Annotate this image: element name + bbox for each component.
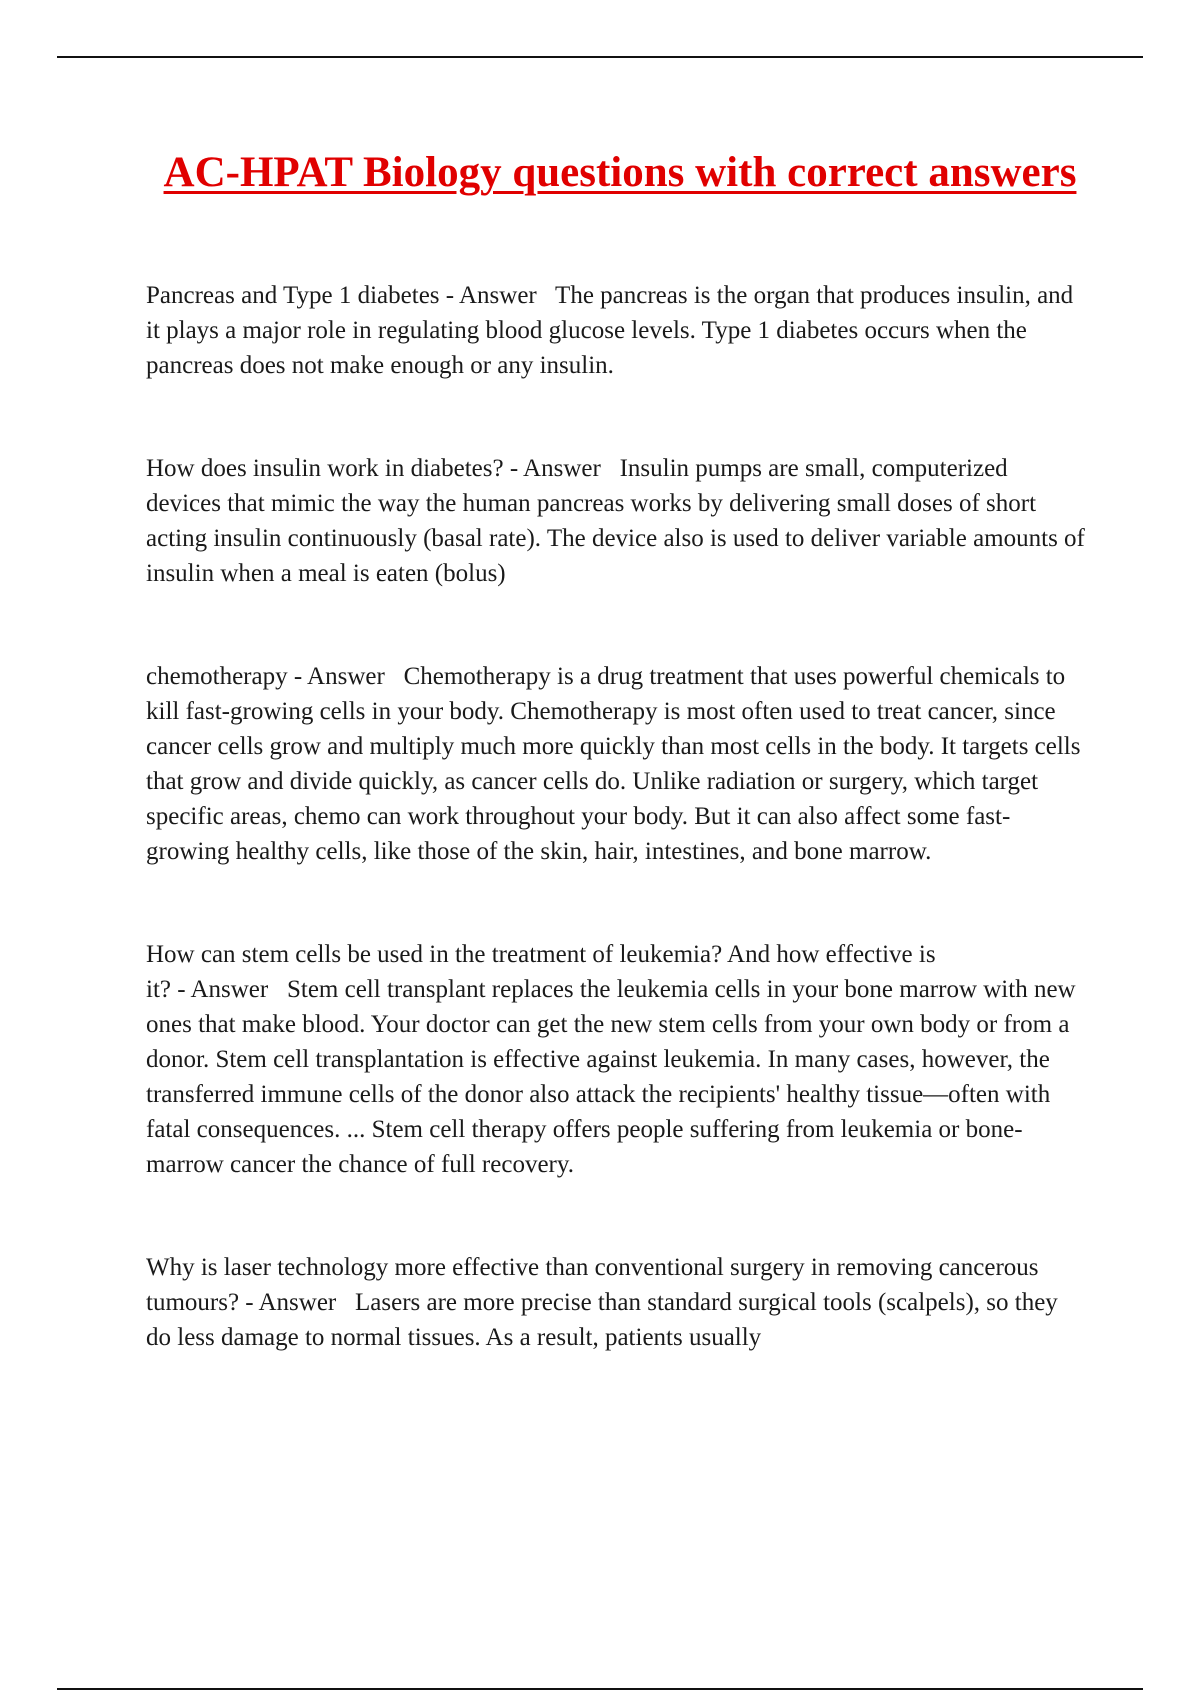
question-text: How does insulin work in diabetes?: [146, 455, 504, 482]
question-text: chemotherapy: [146, 663, 288, 690]
qa-item: [146, 1250, 1086, 1355]
answer-text: The pancreas is the organ that produces insulin, and it plays a major role in regulating blood glucose levels. Type 1 diabetes occurs when the pancreas does not make enough or any insulin.: [146, 282, 1080, 379]
document-title: AC-HPAT Biology questions with correct answers: [163, 149, 1077, 196]
top-rule: [57, 56, 1143, 58]
qa-item: [146, 278, 1086, 383]
answer-separator: - Answer: [287, 663, 404, 690]
question-text: Why is laser technology more effective than conventional surgery in removing cancerous tumours?: [146, 1254, 1045, 1316]
answer-text: Lasers are more precise than standard surgical tools (scalpels), so they do less damage to normal tissues. As a result, patients usually: [146, 1289, 1065, 1351]
answer-text: Insulin pumps are small, computerized devices that mimic the way the human pancreas works by delivering small doses of short acting insulin continuously (basal rate). The device also is used to deliver variable amounts of insulin when a meal is eaten (bolus): [146, 455, 1092, 587]
question-text: Pancreas and Type 1 diabetes: [146, 282, 440, 309]
answer-separator: - Answer: [503, 455, 620, 482]
answer-separator: - Answer: [171, 976, 287, 1003]
question-text: How can stem cells be used in the treatment of leukemia? And how effective is it?: [146, 941, 942, 1003]
answer-separator: - Answer: [439, 282, 556, 309]
answer-text: Stem cell transplant replaces the leukemia cells in your bone marrow with new ones that make blood. Your doctor can get the new stem cells from your own body or from a donor. Stem cell transplantation is effective against leukemia. In many cases, however, the transferred immune cells of the donor also attack the recipients' healthy tissue—often with fatal consequences. ... Stem cell therapy offers people suffering from leukemia or bone-marrow cancer the chance of full recovery.: [146, 976, 1082, 1178]
answer-text: Chemotherapy is a drug treatment that uses powerful chemicals to kill fast-growing cells in your body. Chemotherapy is most often used to treat cancer, since cancer cells grow and multiply much more quickly than most cells in the body. It targets cells that grow and divide quickly, as cancer cells do. Unlike radiation or surgery, which target specific areas, chemo can work throughout your body. But it can also affect some fast-growing healthy cells, like those of the skin, hair, intestines, and bone marrow.: [146, 663, 1087, 865]
qa-list: [146, 278, 1092, 1423]
answer-separator: - Answer: [239, 1289, 356, 1316]
qa-item: [146, 659, 1086, 869]
bottom-rule: [57, 1688, 1143, 1690]
qa-item: [146, 937, 1086, 1182]
qa-item: [146, 451, 1092, 591]
